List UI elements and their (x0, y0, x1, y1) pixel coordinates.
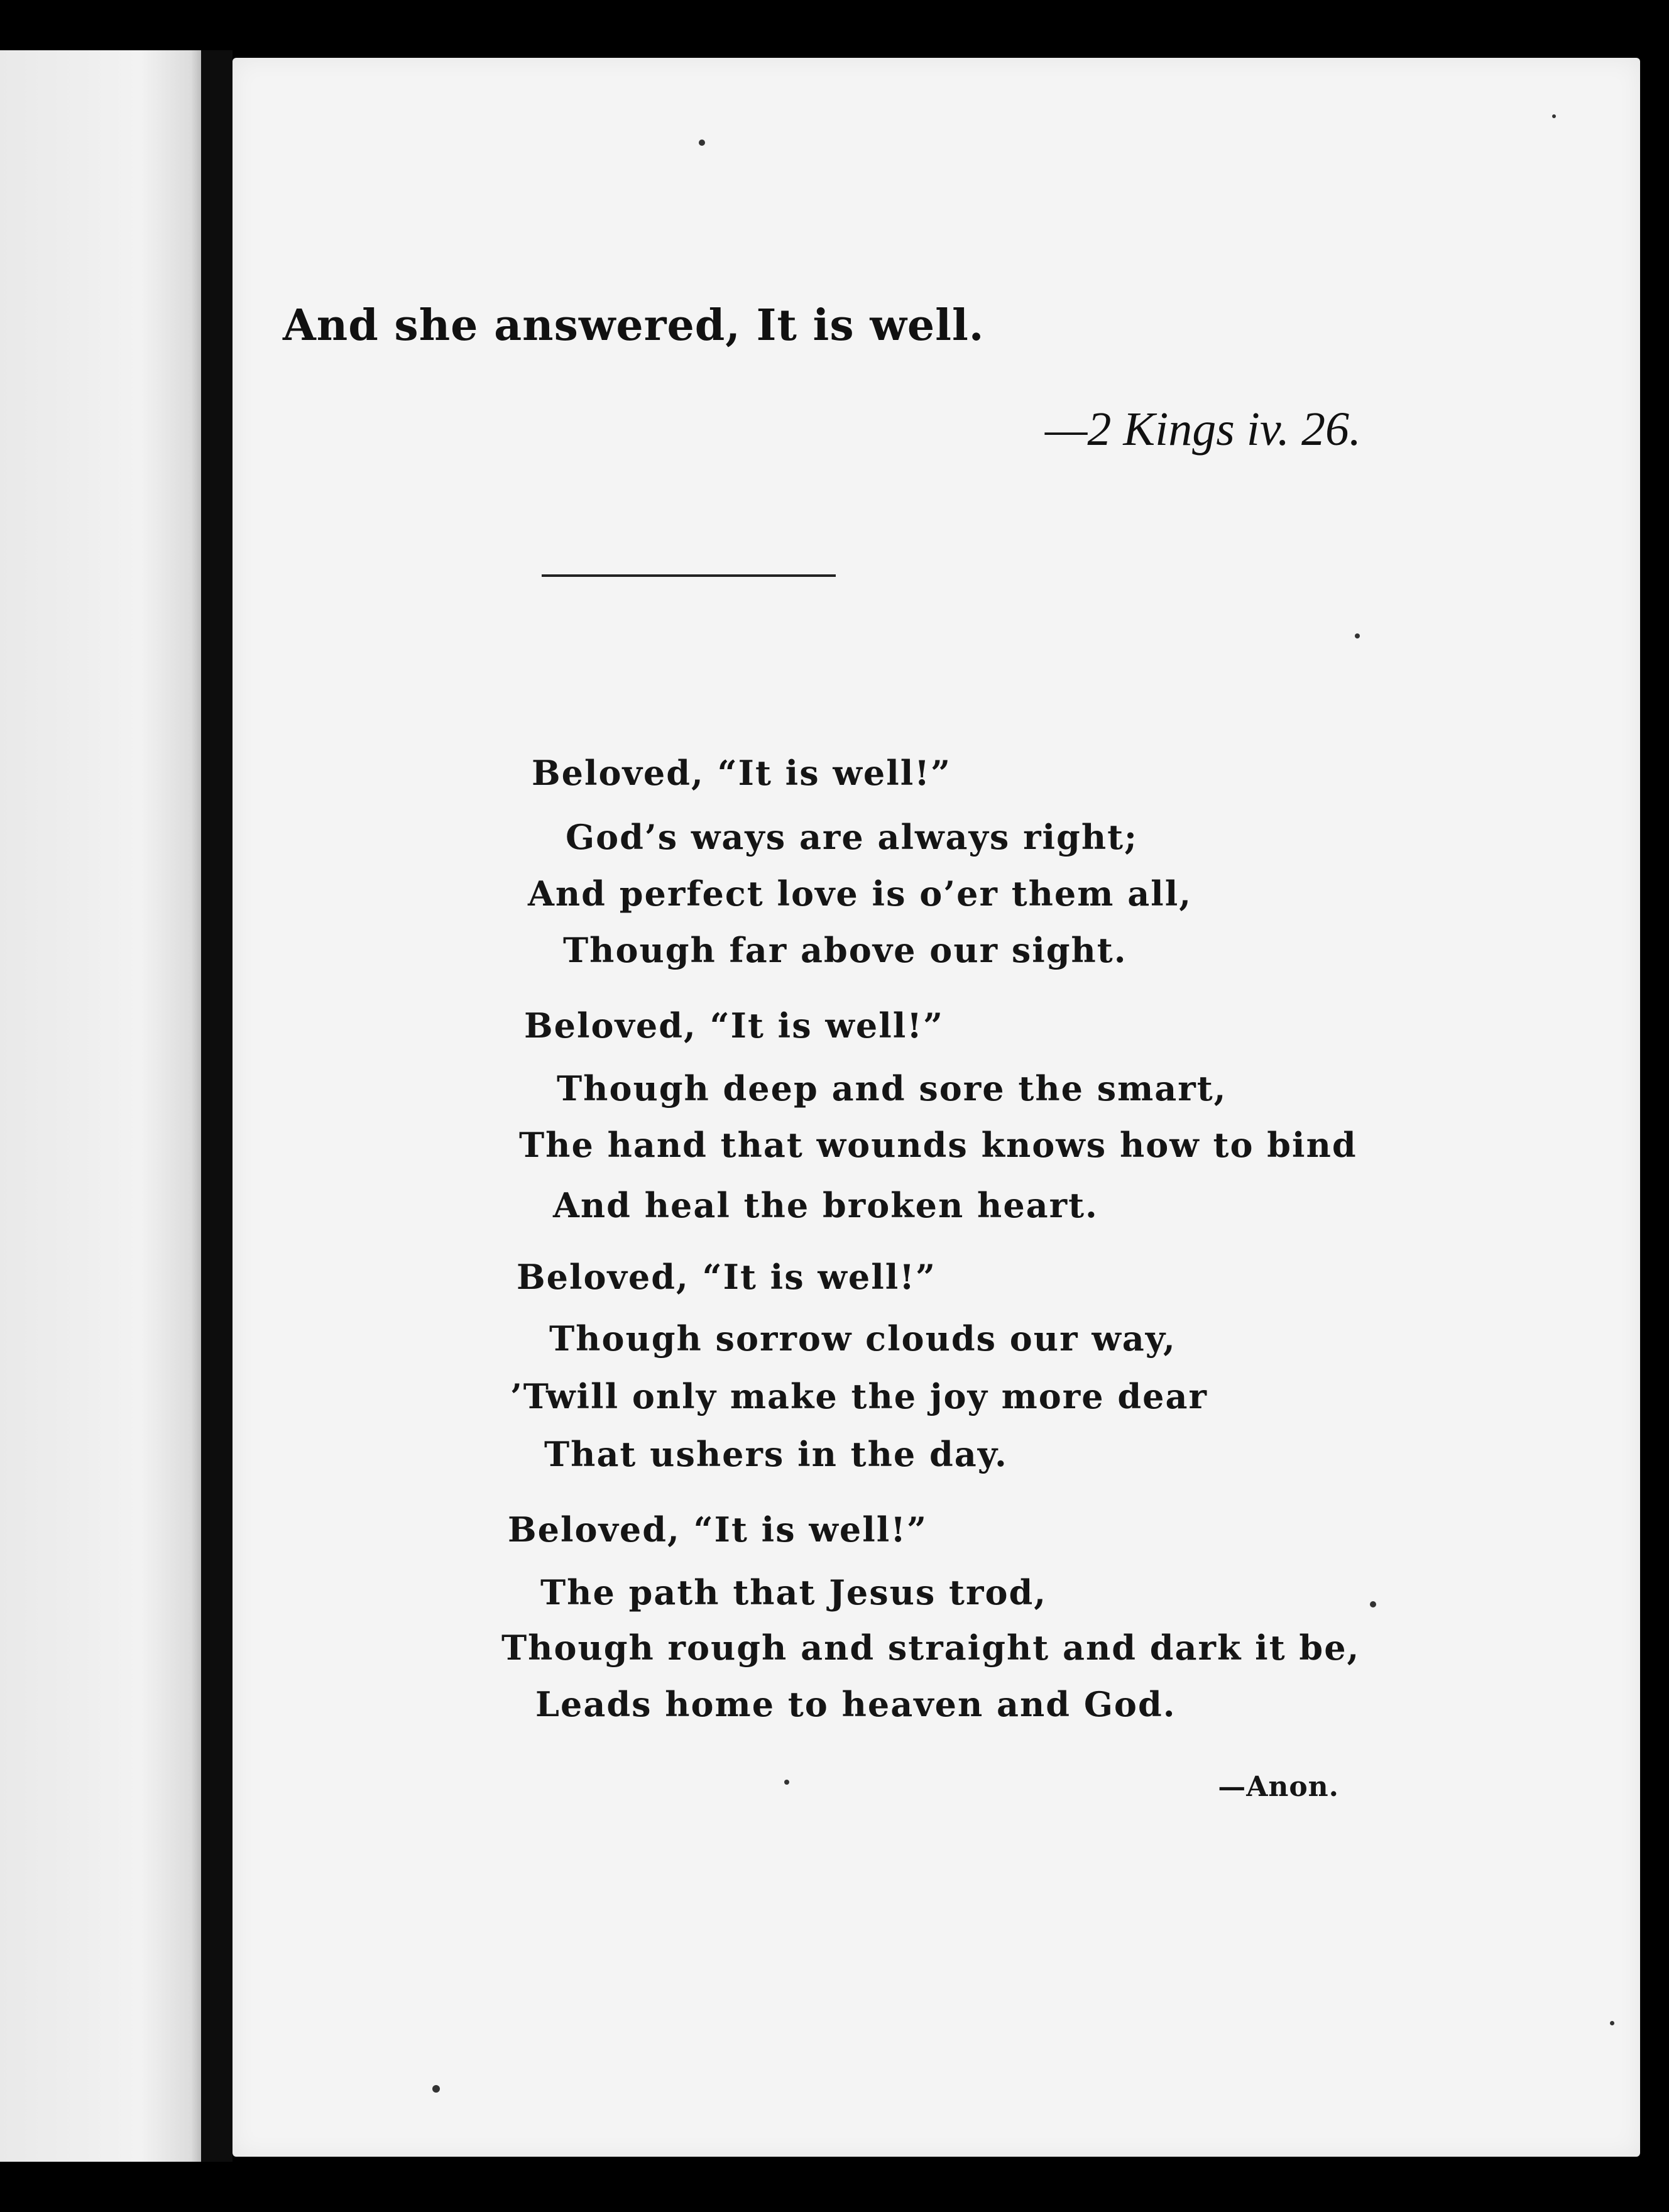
poem-line: Beloved, “It is well!” (508, 1509, 928, 1550)
poem-line: The hand that wounds knows how to bind (519, 1125, 1357, 1165)
epigraph-text: And she answered, It is well. (283, 300, 985, 351)
poem-line: Beloved, “It is well!” (524, 1005, 944, 1046)
poem-line: Though deep and sore the smart, (557, 1068, 1227, 1109)
poem-line: The path that Jesus trod, (540, 1572, 1048, 1612)
poem-line: Though sorrow clouds our way, (549, 1318, 1176, 1359)
scan-speck (1610, 2021, 1614, 2025)
epigraph-citation: —2 Kings iv. 26. (1044, 403, 1361, 456)
poem-line: Beloved, “It is well!” (532, 753, 952, 793)
scan-speck (1370, 1601, 1376, 1607)
scan-speck (432, 2085, 440, 2093)
section-divider (542, 574, 836, 577)
poem-line: And perfect love is o’er them all, (528, 873, 1193, 914)
poem-line: Though far above our sight. (563, 930, 1127, 970)
scan-speck (784, 1780, 789, 1785)
scan-speck (1355, 633, 1360, 638)
scan-speck (1552, 114, 1556, 118)
poem-line: That ushers in the day. (544, 1434, 1008, 1474)
book-gutter (201, 50, 233, 2162)
poem-line: Beloved, “It is well!” (517, 1257, 937, 1297)
poem-line: God’s ways are always right; (566, 817, 1138, 857)
poem-attribution: —Anon. (1218, 1771, 1339, 1803)
scan-speck (699, 140, 705, 146)
facing-page-edge (0, 50, 201, 2162)
poem-line: Though rough and straight and dark it be, (501, 1628, 1360, 1668)
poem-line: Leads home to heaven and God. (535, 1684, 1176, 1724)
poem-line: ’Twill only make the joy more dear (510, 1376, 1208, 1416)
poem-line: And heal the broken heart. (553, 1185, 1098, 1225)
